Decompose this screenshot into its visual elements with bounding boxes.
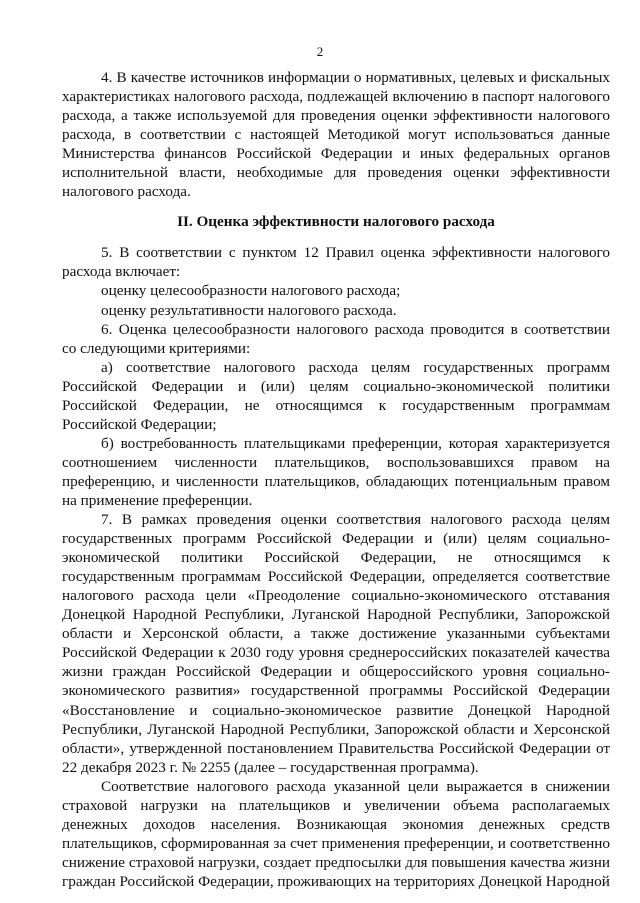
paragraph-7: 7. В рамках проведения оценки соответствия налогового расхода целям государственных программ Российской Федерации и (или) целям социально-экономической политики Российской Федерации, не относящимся к государственным программам Российской Федерации, определяется соответствие налогового расхода цели «Преодоление социально-экономического отставания Донецкой Народной Республики, Луганской Народной Республики, Запорожской области и Херсонской области, а также достижение указанными субъектами Российской Федерации к 2030 году уровня среднероссийских показателей качества жизни граждан Российской Федерации и общероссийского уровня социально-экономического развития» государственной программы Российской Федерации «Восстановление и социально-экономическое развитие Донецкой Народной Республики, Луганской Народной Республики, Запорожской области и Херсонской области», утвержденной постановлением Правительства Российской Федерации от 22 декабря 2023 г. № 2255 (далее – государственная программа). (62, 511, 610, 776)
paragraph-compliance: Соответствие налогового расхода указанной цели выражается в снижении страховой нагрузки на плательщиков и увеличении объема располагаемых денежных доходов населения. Возникающая экономия денежных средств плательщиков, сформированная за счет применения преференции, и соответственно снижение страховой нагрузки, создает предпосылки для повышения качества жизни граждан Российской Федерации, проживающих на территориях Донецкой Народной (62, 777, 610, 890)
criterion-a: а) соответствие налогового расхода целям государственных программ Российской Федерации и (или) целям социально-экономической политики Российской Федерации, не относящимся к государственным программам Российской Федерации; (62, 358, 610, 433)
paragraph-4: 4. В качестве источников информации о нормативных, целевых и фискальных характеристиках налогового расхода, подлежащей включению в паспорт налогового расхода, а также используемой для проведения оценки эффективности налогового расхода, в соответствии с настоящей Методикой могут использоваться данные Министерства финансов Российской Федерации и иных федеральных органов исполнительной власти, необходимые для проведения оценки эффективности налогового расхода. (62, 69, 610, 201)
list-item: оценку целесообразности налогового расхода; (101, 282, 401, 300)
section-heading: II. Оценка эффективности налогового расхода (177, 213, 495, 231)
criterion-b: б) востребованность плательщиками преференции, которая характеризуется соотношением численности плательщиков, воспользовавшихся правом на преференцию, и численности плательщиков, обладающих потенциальным правом на применение преференции. (62, 434, 610, 509)
page-number: 2 (316, 44, 324, 59)
document-body (62, 68, 610, 891)
list-item: оценку результативности налогового расхода. (101, 301, 397, 319)
paragraph-5: 5. В соответствии с пунктом 12 Правил оценка эффективности налогового расхода включает: (62, 244, 610, 281)
paragraph-6: 6. Оценка целесообразности налогового расхода проводится в соответствии со следующими критериями: (62, 320, 610, 357)
